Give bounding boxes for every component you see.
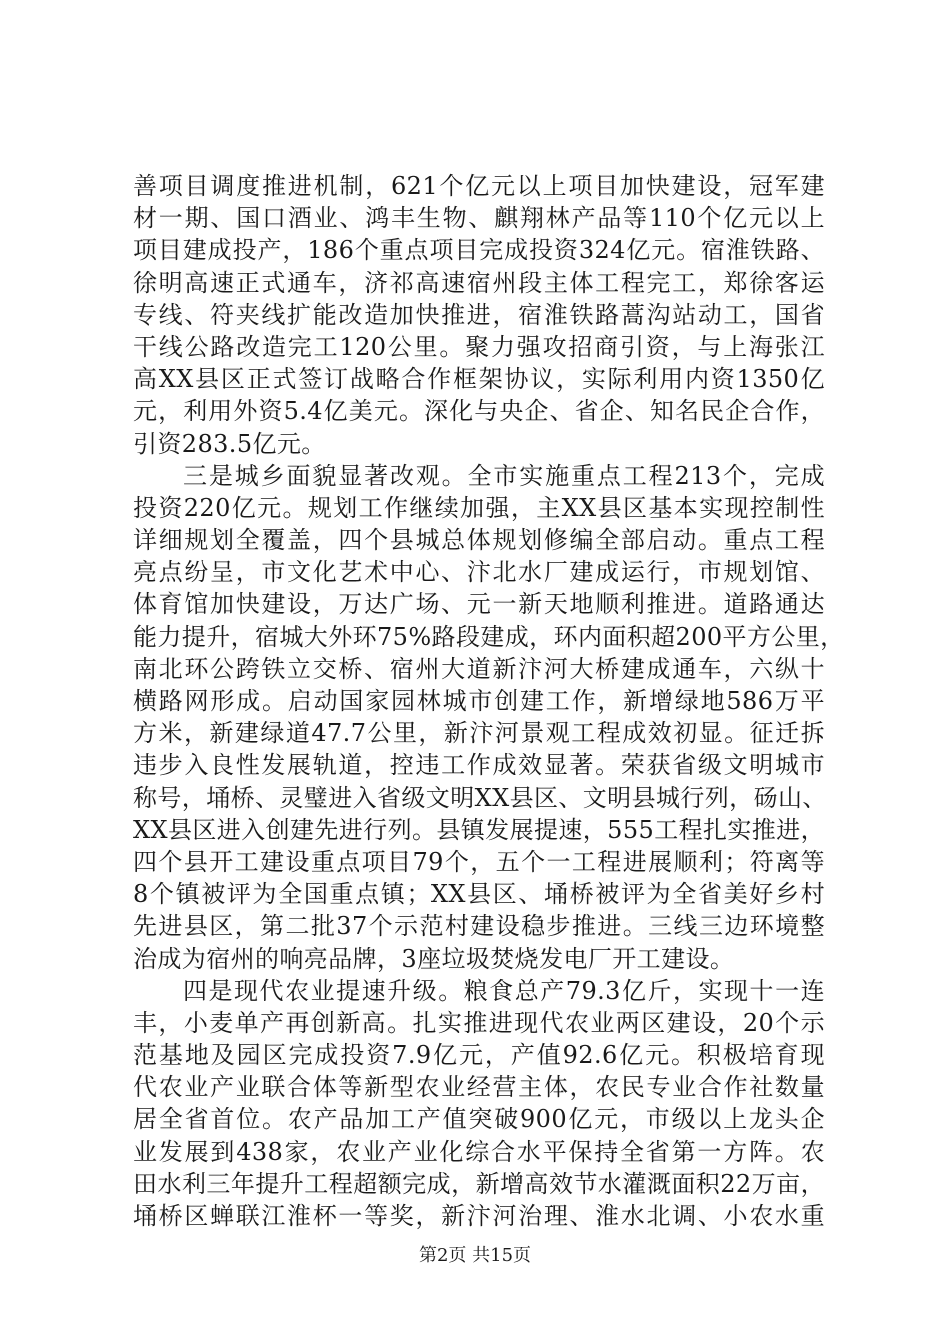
text-line: 徐明高速正式通车，济祁高速宿州段主体工程完工，郑徐客运 (133, 268, 825, 297)
text-line: 干线公路改造完工120公里。聚力强攻招商引资，与上海张江 (133, 332, 825, 361)
text-line: 业发展到438家，农业产业化综合水平保持全省第一方阵。农 (133, 1137, 825, 1166)
text-line: 专线、符夹线扩能改造加快推进，宿淮铁路蒿沟站动工，国省 (133, 300, 825, 329)
paragraph-start-line: 三是城乡面貌显著改观。全市实施重点工程213个，完成 (183, 461, 825, 490)
text-line: 范基地及园区完成投资7.9亿元，产值92.6亿元。积极培育现 (133, 1041, 825, 1070)
text-line: 埇桥区蝉联江淮杯一等奖，新汴河治理、淮水北调、小农水重 (133, 1202, 825, 1230)
text-line: 8个镇被评为全国重点镇；XX县区、埇桥被评为全省美好乡村 (133, 880, 825, 909)
paragraph-start-line: 四是现代农业提速升级。粮食总产79.3亿斤，实现十一连 (183, 976, 825, 1005)
text-line: 亮点纷呈，市文化艺术中心、汴北水厂建成运行，市规划馆、 (133, 558, 825, 587)
text-line: 方米，新建绿道47.7公里，新汴河景观工程成效初显。征迁拆 (133, 719, 825, 748)
paragraph-end-line: 治成为宿州的响亮品牌，3座垃圾焚烧发电厂开工建设。 (133, 944, 735, 973)
text-line: 称号，埇桥、灵璧进入省级文明XX县区、文明县城行列，砀山、 (133, 783, 827, 812)
text-line: 善项目调度推进机制，621个亿元以上项目加快建设，冠军建 (133, 172, 825, 200)
text-line: 材一期、国口酒业、鸿丰生物、麒翔林产品等110个亿元以上 (133, 204, 825, 233)
text-line: 体育馆加快建设，万达广场、元一新天地顺利推进。道路通达 (133, 590, 825, 619)
text-line: 横路网形成。启动国家园林城市创建工作，新增绿地586万平 (133, 687, 825, 715)
text-line: XX县区进入创建先进行列。县镇发展提速，555工程扎实推进， (133, 815, 825, 844)
text-line: 能力提升，宿城大外环75%路段建成，环内面积超200平方公里， (133, 622, 845, 651)
paragraph-end-line: 引资283.5亿元。 (133, 429, 326, 458)
text-line: 元，利用外资5.4亿美元。深化与央企、省企、知名民企合作， (133, 397, 825, 426)
body-text (133, 170, 845, 1232)
text-line: 四个县开工建设重点项目79个，五个一工程进展顺利；符离等 (133, 847, 825, 876)
text-line: 代农业产业联合体等新型农业经营主体，农民专业合作社数量 (133, 1073, 825, 1102)
text-line: 田水利三年提升工程超额完成，新增高效节水灌溉面积22万亩， (133, 1169, 825, 1198)
text-line: 详细规划全覆盖，四个县城总体规划修编全部启动。重点工程 (133, 526, 825, 555)
text-line: 项目建成投产，186个重点项目完成投资324亿元。宿淮铁路、 (133, 236, 825, 265)
text-line: 违步入良性发展轨道，控违工作成效显著。荣获省级文明城市 (133, 751, 825, 780)
text-line: 南北环公跨铁立交桥、宿州大道新汴河大桥建成通车，六纵十 (133, 654, 825, 683)
text-line: 投资220亿元。规划工作继续加强，主XX县区基本实现控制性 (133, 493, 825, 522)
text-line: 居全省首位。农产品加工产值突破900亿元，市级以上龙头企 (133, 1105, 825, 1134)
text-line: 丰，小麦单产再创新高。扎实推进现代农业两区建设，20个示 (133, 1008, 825, 1037)
text-line: 高XX县区正式签订战略合作框架协议，实际利用内资1350亿 (133, 365, 825, 394)
text-line: 先进县区，第二批37个示范村建设稳步推进。三线三边环境整 (133, 912, 825, 941)
page-number-footer: 第2页 共15页 (418, 1245, 532, 1266)
